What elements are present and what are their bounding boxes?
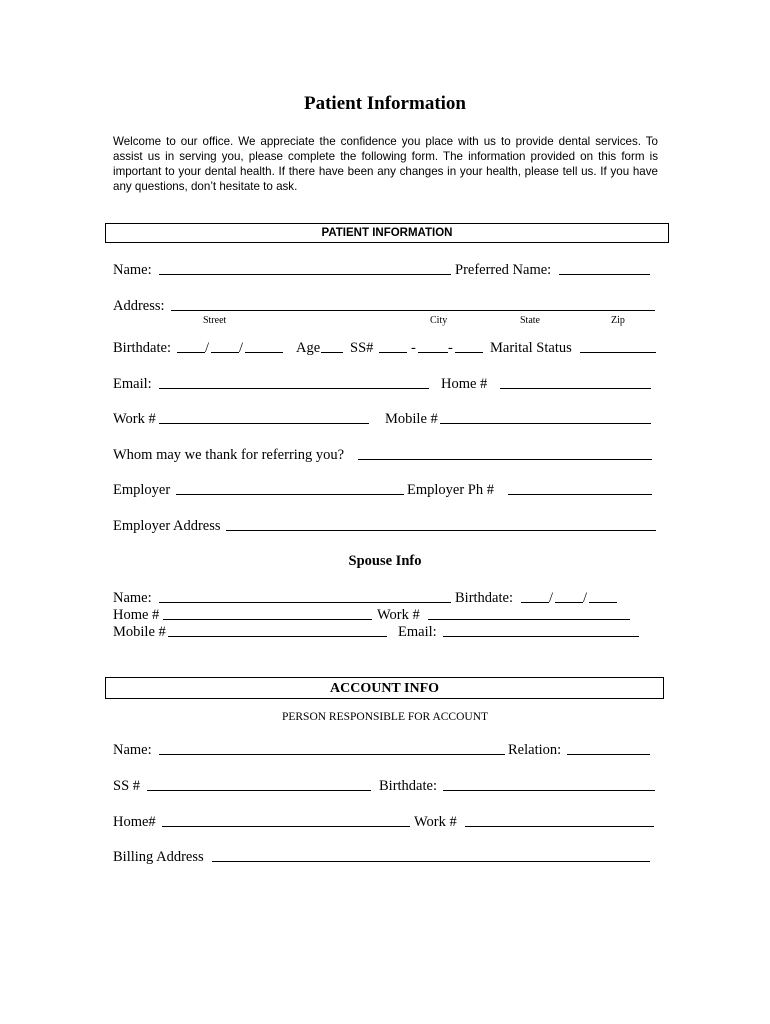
preferred-name-field[interactable] <box>559 274 650 275</box>
name-label: Name: <box>113 262 152 278</box>
birthdate-slash: / <box>205 340 210 356</box>
work-phone-label: Work # <box>113 411 156 427</box>
name-field[interactable] <box>159 274 451 275</box>
employer-field[interactable] <box>176 494 404 495</box>
ss-part3-field[interactable] <box>455 352 483 353</box>
employer-label: Employer <box>113 482 171 498</box>
spouse-email-label: Email: <box>398 624 437 640</box>
spouse-mobile-label: Mobile # <box>113 624 166 640</box>
address-field[interactable] <box>171 310 655 311</box>
birth-month-field[interactable] <box>177 352 205 353</box>
page-title: Patient Information <box>303 93 466 114</box>
account-work-label: Work # <box>414 814 457 830</box>
billing-address-field[interactable] <box>212 861 650 862</box>
account-work-field[interactable] <box>465 826 654 827</box>
preferred-name-label: Preferred Name: <box>455 262 552 278</box>
age-field[interactable] <box>321 352 343 353</box>
address-city-caption: City <box>430 315 448 326</box>
spouse-birth-month-field[interactable] <box>521 602 549 603</box>
account-name-label: Name: <box>113 742 152 758</box>
employer-address-label: Employer Address <box>113 518 221 534</box>
ss-dash: - <box>448 340 453 356</box>
spouse-mobile-field[interactable] <box>168 636 387 637</box>
account-home-field[interactable] <box>162 826 410 827</box>
account-home-label: Home# <box>113 814 156 830</box>
ss-dash: - <box>411 340 416 356</box>
spouse-birth-day-field[interactable] <box>555 602 583 603</box>
ss-label: SS# <box>350 340 374 356</box>
birth-day-field[interactable] <box>211 352 239 353</box>
employer-phone-field[interactable] <box>508 494 652 495</box>
mobile-phone-label: Mobile # <box>385 411 438 427</box>
spouse-name-field[interactable] <box>159 602 451 603</box>
address-zip-caption: Zip <box>611 315 625 326</box>
spouse-home-field[interactable] <box>163 619 372 620</box>
employer-phone-label: Employer Ph # <box>407 482 494 498</box>
birthdate-slash: / <box>239 340 244 356</box>
person-responsible-subheading: PERSON RESPONSIBLE FOR ACCOUNT <box>281 711 489 723</box>
account-birthdate-label: Birthdate: <box>379 778 437 794</box>
address-street-caption: Street <box>203 315 227 326</box>
email-field[interactable] <box>159 388 429 389</box>
work-phone-field[interactable] <box>159 423 369 424</box>
birthdate-slash: / <box>583 590 588 606</box>
spouse-home-label: Home # <box>113 607 160 623</box>
address-state-caption: State <box>520 315 540 326</box>
relation-field[interactable] <box>567 754 650 755</box>
relation-label: Relation: <box>508 742 562 758</box>
marital-status-field[interactable] <box>580 352 656 353</box>
birthdate-slash: / <box>549 590 554 606</box>
billing-address-label: Billing Address <box>113 849 204 865</box>
account-name-field[interactable] <box>159 754 505 755</box>
age-label: Age <box>296 340 321 356</box>
account-birthdate-field[interactable] <box>443 790 655 791</box>
address-label: Address: <box>113 298 165 314</box>
home-phone-field[interactable] <box>500 388 651 389</box>
birthdate-label: Birthdate: <box>113 340 171 356</box>
spouse-email-field[interactable] <box>443 636 639 637</box>
spouse-info-heading: Spouse Info <box>348 553 422 569</box>
spouse-work-field[interactable] <box>428 619 630 620</box>
account-ss-field[interactable] <box>147 790 371 791</box>
patient-info-header: PATIENT INFORMATION <box>105 223 669 243</box>
employer-address-field[interactable] <box>226 530 656 531</box>
spouse-name-label: Name: <box>113 590 152 606</box>
account-ss-label: SS # <box>113 778 141 794</box>
spouse-work-label: Work # <box>377 607 420 623</box>
ss-part1-field[interactable] <box>379 352 407 353</box>
intro-paragraph: Welcome to our office. We appreciate the confidence you place with us to provide dental services. To assist us in serving you, please complete the following form. The information provided on this form is important to your dental health. If there have been any changes in your health, please tell us. If you have any questions, don’t hesitate to ask. <box>113 135 658 193</box>
home-phone-label: Home # <box>441 376 488 392</box>
referral-field[interactable] <box>358 459 652 460</box>
email-label: Email: <box>113 376 152 392</box>
birth-year-field[interactable] <box>245 352 283 353</box>
referral-label: Whom may we thank for referring you? <box>113 447 345 463</box>
mobile-phone-field[interactable] <box>440 423 651 424</box>
marital-status-label: Marital Status <box>490 340 572 356</box>
spouse-birthdate-label: Birthdate: <box>455 590 513 606</box>
account-info-header: ACCOUNT INFO <box>105 677 664 699</box>
spouse-birth-year-field[interactable] <box>589 602 617 603</box>
ss-part2-field[interactable] <box>418 352 448 353</box>
